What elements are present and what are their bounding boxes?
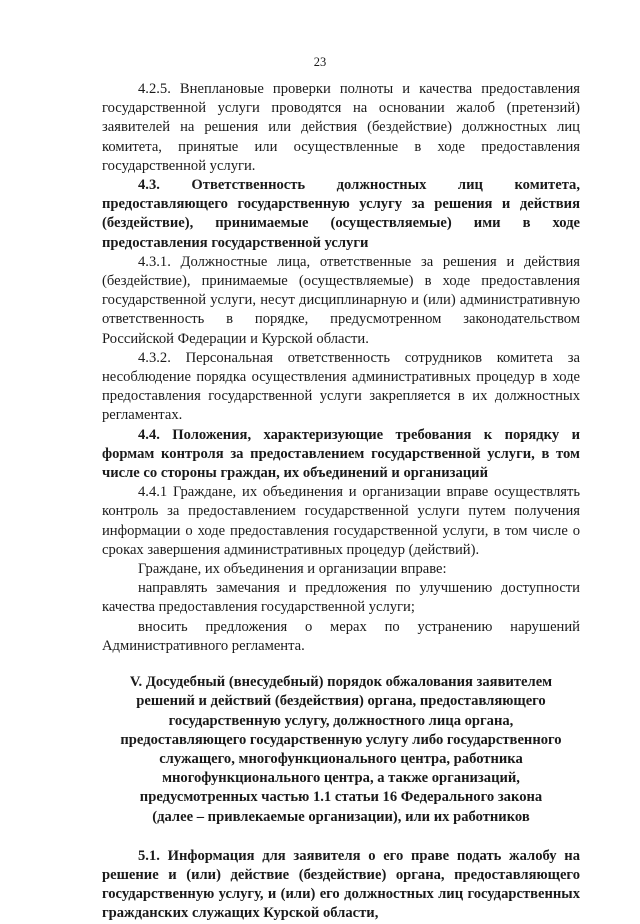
paragraph-right-2: вносить предложения о мерах по устранению нарушений Административного регламента. [102,618,580,654]
paragraph-4-2-5: 4.2.5. Внеплановые проверки полноты и качества предоставления государственной услуги проводятся на основании жалоб (претензий) заявителей на решения или действия (бездействие) должностных лиц комитета, принятые или осуществленные в ходе предоставления государственной услуги. [102,81,580,174]
section-title-line: V. Досудебный (внесудебный) порядок обжалования заявителем [129,674,553,691]
paragraph-4-4-1: 4.4.1 Граждане, их объединения и организации вправе осуществлять контроль за предоставлением государственной услуги путем получения информации о ходе предоставления государственной услуги, в том числе о сроках завершения административных процедур (действий). [102,484,580,558]
section-v-title [102,673,580,827]
section-title-line: предусмотренных частью 1.1 статьи 16 Федерального закона [139,789,543,806]
section-title-line: решений и действий (бездействия) органа, предоставляющего [136,693,546,710]
paragraph-rights-intro: Граждане, их объединения и организации вправе: [138,561,447,578]
document-body [102,80,580,924]
paragraph-4-3-2: 4.3.2. Персональная ответственность сотрудников комитета за несоблюдение порядка осуществления административных процедур в ходе предоставления государственной услуги закрепляется в их должностных регламентах. [102,349,580,424]
section-title-line: служащего, многофункционального центра, работника [159,750,523,767]
paragraph-right-1: направлять замечания и предложения по улучшению доступности качества предоставления государственной услуги; [102,580,580,616]
section-title-line: многофункционального центра, а также организаций, [162,770,520,787]
page-number: 23 [313,55,327,69]
section-title-line: (далее – привлекаемые организации), или их работников [152,808,530,825]
paragraph-5-1: 5.1. Информация для заявителя о его праве подать жалобу на решение и (или) действие (бездействие) органа, предоставляющего государственную услугу, и (или) его должностных лиц государственных гражданских служащих Курской области, [102,847,580,922]
section-title-line: государственную услугу, должностного лица органа, [168,712,514,729]
section-title-line: предоставляющего государственную услугу либо государственного [120,731,562,748]
paragraph-4-3-1: 4.3.1. Должностные лица, ответственные за решения и действия (бездействие), принимаемые (осуществляемые) в ходе предоставления государственной услуги, несут дисциплинарную и (или) административную ответственность в порядке, предусмотренном законодательством Российской Федерации и Курской области. [102,253,580,347]
heading-4-3: 4.3. Ответственность должностных лиц комитета, предоставляющего государственную услугу за решения и действия (бездействие), принимаемые (осуществляемые) ими в ходе предоставления государственной услуги [102,177,580,251]
heading-4-4: 4.4. Положения, характеризующие требования к порядку и формам контроля за предоставлением государственной услуги, в том числе со стороны граждан, их объединений и организаций [102,426,580,482]
